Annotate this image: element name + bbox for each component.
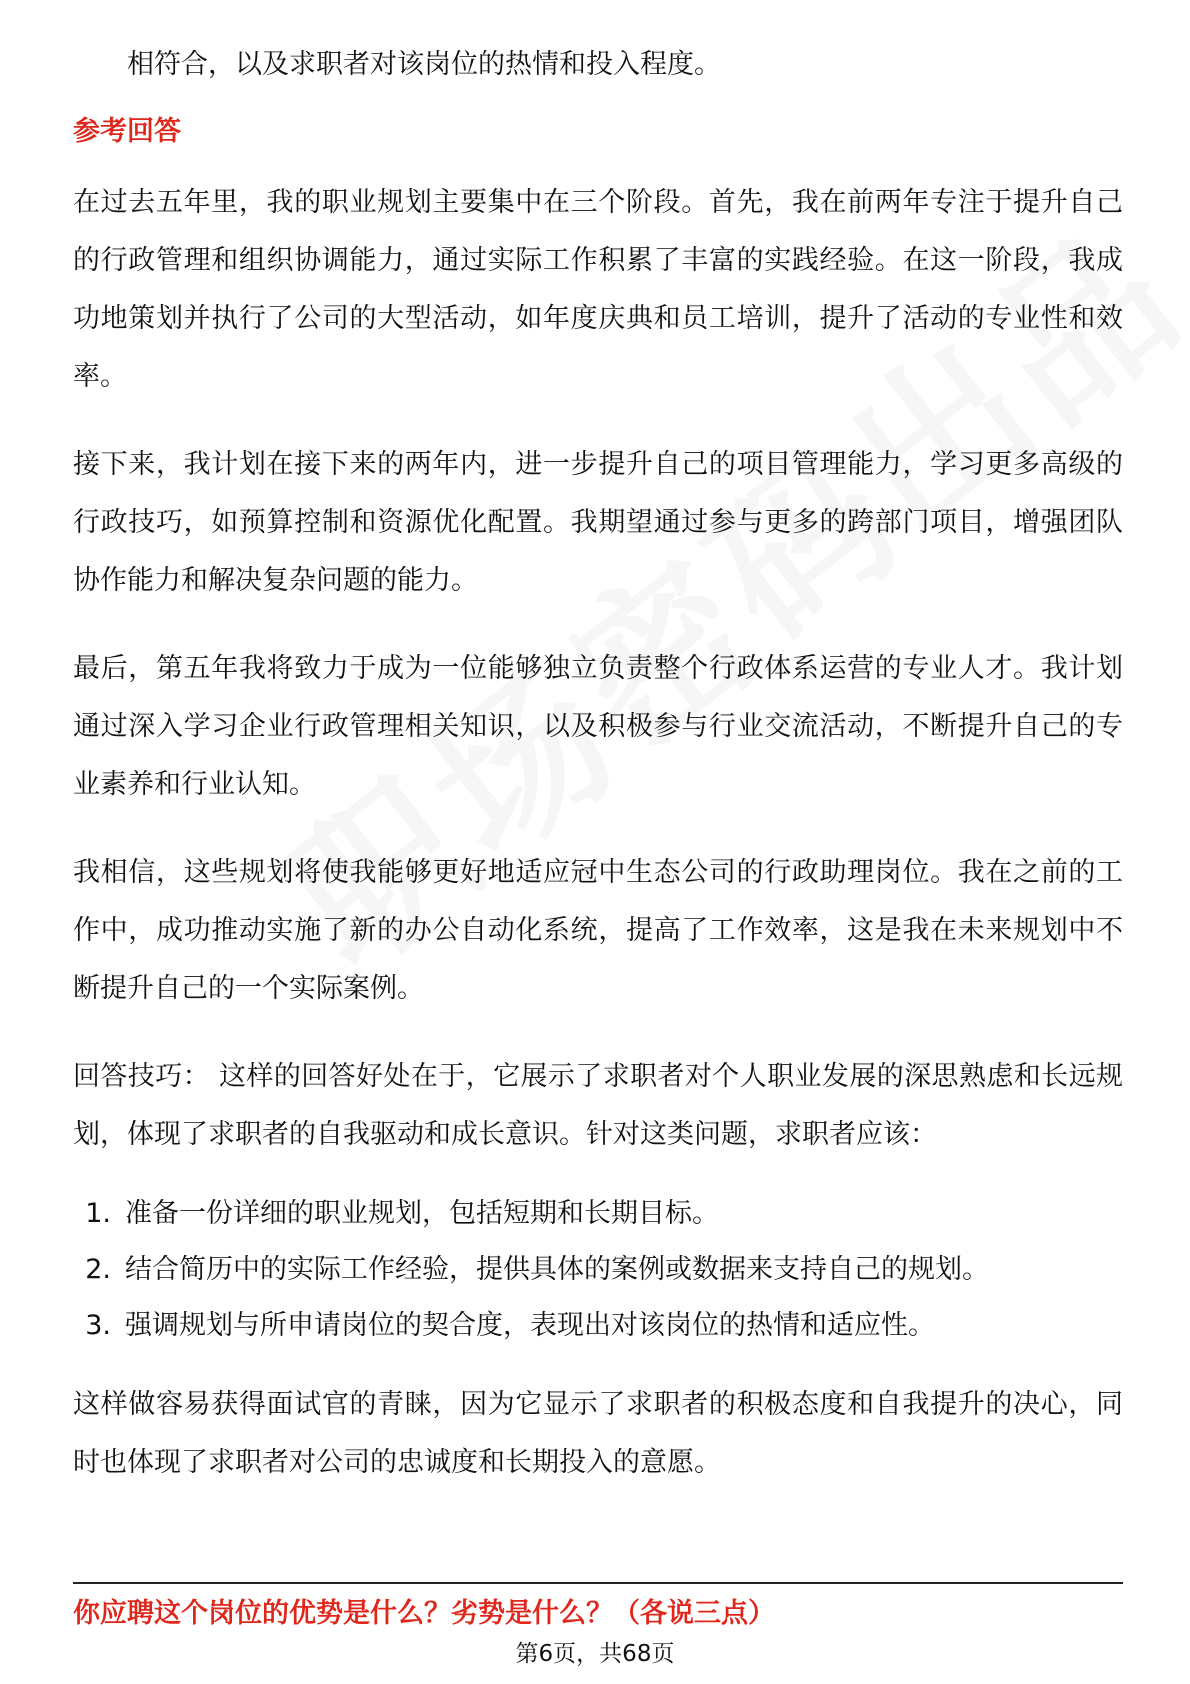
list-item-number: 2. <box>85 1254 111 1285</box>
answer-paragraph-4: 我相信，这些规划将使我能够更好地适应冠中生态公司的行政助理岗位。我在之前的工作中，成功推动实施了新的办公自动化系统，提高了工作效率，这是我在未来规划中不断提升自己的一个实际案例。 <box>73 857 1123 1004</box>
list-item <box>73 1186 1123 1242</box>
answer-tips-intro: 回答技巧： 这样的回答好处在于，它展示了求职者对个人职业发展的深思熟虑和长远规划，体现了求职者的自我驱动和成长意识。针对这类问题，求职者应该： <box>73 1061 1123 1150</box>
page-number: 第6页，共68页 <box>515 1641 675 1667</box>
list-item-number: 1. <box>85 1198 111 1229</box>
next-question-heading: 你应聘这个岗位的优势是什么？劣势是什么？（各说三点） <box>73 1598 775 1629</box>
page-content <box>73 36 1123 1522</box>
list-item <box>73 1242 1123 1298</box>
answer-paragraph-1: 在过去五年里，我的职业规划主要集中在三个阶段。首先，我在前两年专注于提升自己的行政管理和组织协调能力，通过实际工作积累了丰富的实践经验。在这一阶段，我成功地策划并执行了公司的大型活动，如年度庆典和员工培训，提升了活动的专业性和效率。 <box>73 187 1123 392</box>
list-item <box>73 1298 1123 1354</box>
list-item-number: 3. <box>85 1310 111 1341</box>
list-item-text: 强调规划与所申请岗位的契合度，表现出对该岗位的热情和适应性。 <box>125 1310 935 1341</box>
intro-line: 相符合，以及求职者对该岗位的热情和投入程度。 <box>127 49 721 80</box>
list-item-text: 准备一份详细的职业规划，包括短期和长期目标。 <box>125 1198 719 1229</box>
section-divider <box>73 1582 1123 1584</box>
answer-paragraph-3: 最后，第五年我将致力于成为一位能够独立负责整个行政体系运营的专业人才。我计划通过深入学习企业行政管理相关知识，以及积极参与行业交流活动，不断提升自己的专业素养和行业认知。 <box>73 653 1123 800</box>
answer-paragraph-2: 接下来，我计划在接下来的两年内，进一步提升自己的项目管理能力，学习更多高级的行政技巧，如预算控制和资源优化配置。我期望通过参与更多的跨部门项目，增强团队协作能力和解决复杂问题的能力。 <box>73 449 1123 596</box>
section-title: 参考回答 <box>73 116 181 147</box>
list-item-text: 结合简历中的实际工作经验，提供具体的案例或数据来支持自己的规划。 <box>125 1254 989 1285</box>
closing-paragraph: 这样做容易获得面试官的青睐，因为它显示了求职者的积极态度和自我提升的决心，同时也体现了求职者对公司的忠诚度和长期投入的意愿。 <box>73 1389 1123 1478</box>
tips-list <box>73 1186 1123 1354</box>
